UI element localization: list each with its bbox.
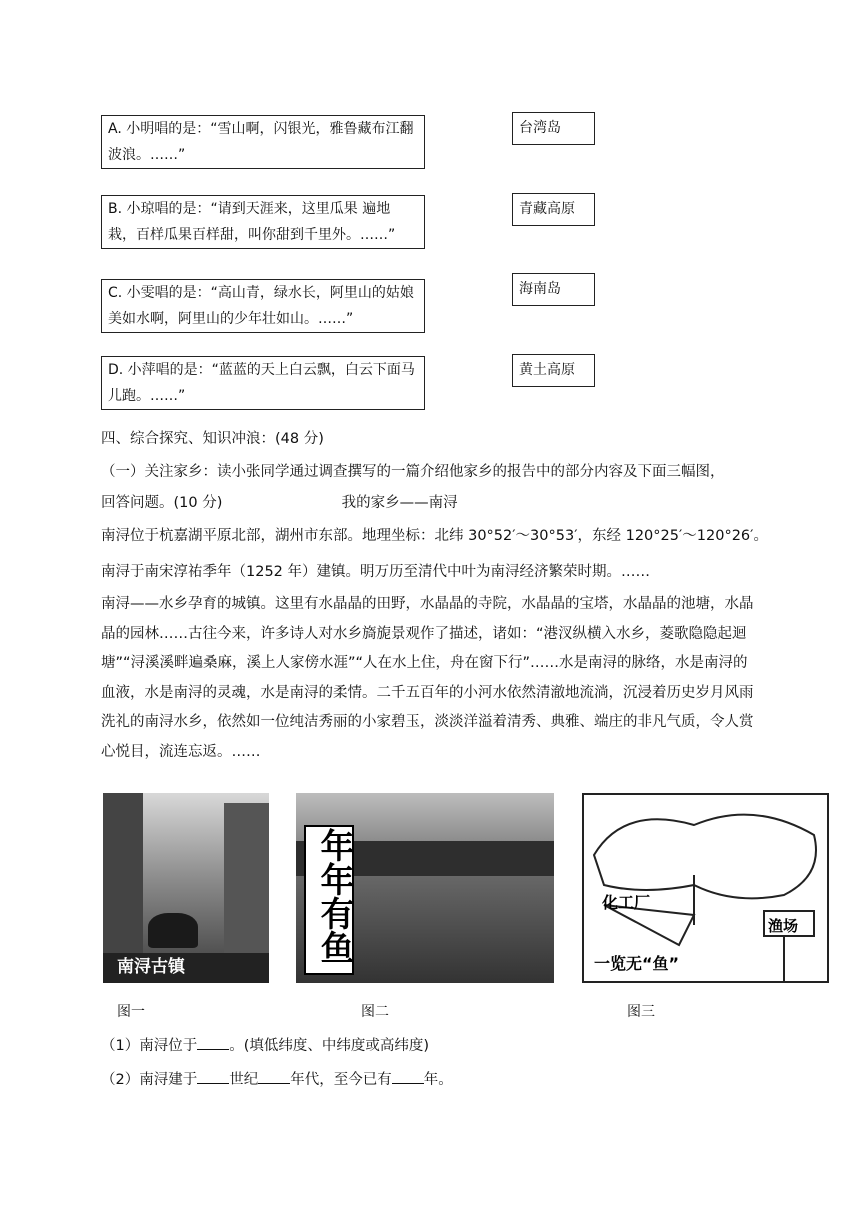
place-label: 青藏高原 bbox=[519, 201, 575, 217]
answer-blank[interactable] bbox=[392, 1069, 424, 1084]
place-box-huangtu bbox=[512, 354, 595, 387]
answer-blank[interactable] bbox=[197, 1035, 229, 1050]
question-1-prefix: （1）南浔位于 bbox=[101, 1038, 198, 1054]
place-label: 台湾岛 bbox=[519, 120, 561, 136]
option-a-text: A. 小明唱的是：“雪山啊，闪银光，雅鲁藏布江翻波浪。……” bbox=[108, 121, 414, 163]
part1-intro-score bbox=[101, 491, 458, 512]
option-b-box bbox=[101, 195, 425, 249]
figure-3-label: 一览无“鱼” bbox=[594, 954, 680, 973]
caption-figure-3: 图三 bbox=[627, 1004, 655, 1020]
paragraph-location: 南浔位于杭嘉湖平原北部，湖州市东部。地理坐标：北纬 30°52′～30°53′，东经 120°25′～120°26′。 bbox=[101, 528, 768, 544]
question-2-suffix: 年。 bbox=[423, 1072, 453, 1088]
figure-2-image bbox=[296, 793, 554, 983]
option-c-text: C. 小雯唱的是：“高山青，绿水长，阿里山的姑娘美如水啊，阿里山的少年壮如山。……” bbox=[108, 285, 414, 327]
option-d-text: D. 小萍唱的是：“蓝蓝的天上白云飘，白云下面马儿跑。……” bbox=[108, 362, 415, 404]
figure-2-label: 年年有鱼 bbox=[314, 828, 354, 964]
place-label: 黄土高原 bbox=[519, 362, 575, 378]
option-c-box bbox=[101, 279, 425, 333]
answer-blank[interactable] bbox=[258, 1069, 290, 1084]
place-box-qingzang bbox=[512, 193, 595, 226]
report-title: 我的家乡——南浔 bbox=[341, 495, 458, 511]
place-box-taiwan bbox=[512, 112, 595, 145]
option-d-box bbox=[101, 356, 425, 410]
answer-blank[interactable] bbox=[197, 1069, 229, 1084]
section-title: 四、综合探究、知识冲浪：(48 分) bbox=[101, 431, 324, 447]
question-2 bbox=[101, 1068, 453, 1089]
place-box-hainan bbox=[512, 273, 595, 306]
caption-figure-1: 图一 bbox=[117, 1004, 145, 1020]
question-2-decade: 年代，至今已有 bbox=[290, 1072, 392, 1088]
question-2-prefix: （2）南浔建于 bbox=[101, 1072, 198, 1088]
paragraph-water-town: 南浔——水乡孕育的城镇。这里有水晶晶的田野，水晶晶的寺院，水晶晶的宝塔，水晶晶的池塘，水晶晶的园林……古往今来，许多诗人对水乡旖旎景观作了描述，诸如：“港汊纵横入水乡，菱歌隐隐起迴塘”“浔溪溪畔遍桑麻，溪上人家傍水涯”“人在水上住，舟在窗下行”……水是南浔的脉络，水是南浔的血液，水是南浔的灵魂，水是南浔的柔情。二千五百年的小河水依然清澈地流淌，沉浸着历史岁月风雨洗礼的南浔水乡，依然如一位纯洁秀丽的小家碧玉，淡淡洋溢着清秀、典雅、端庄的非凡气质，令人赏心悦目，流连忘返。…… bbox=[101, 596, 754, 760]
option-b-text: B. 小琼唱的是：“请到天涯来，这里瓜果 遍地栽，百样瓜果百样甜，叫你甜到千里外。……” bbox=[108, 201, 396, 243]
place-label: 海南岛 bbox=[519, 281, 561, 297]
factory-label: 化工厂 bbox=[602, 893, 651, 912]
part1-intro: （一）关注家乡：读小张同学通过调查撰写的一篇介绍他家乡的报告中的部分内容及下面三幅图， bbox=[101, 464, 725, 480]
paragraph-history: 南浔于南宋淳祐季年（1252 年）建镇。明万历至清代中叶为南浔经济繁荣时期。…… bbox=[101, 564, 651, 580]
figure-3-image bbox=[582, 793, 829, 983]
fish-farm-label: 渔场 bbox=[768, 917, 799, 935]
question-1-suffix: 。(填低纬度、中纬度或高纬度) bbox=[229, 1038, 430, 1054]
boat-shape bbox=[148, 913, 198, 948]
part1-score: 回答问题。(10 分) bbox=[101, 495, 223, 511]
figure-1-label: 南浔古镇 bbox=[117, 957, 185, 977]
option-a-box bbox=[101, 115, 425, 169]
caption-figure-2: 图二 bbox=[361, 1004, 389, 1020]
question-2-century: 世纪 bbox=[229, 1072, 259, 1088]
figure-1-image bbox=[103, 793, 269, 983]
question-1 bbox=[101, 1034, 429, 1055]
